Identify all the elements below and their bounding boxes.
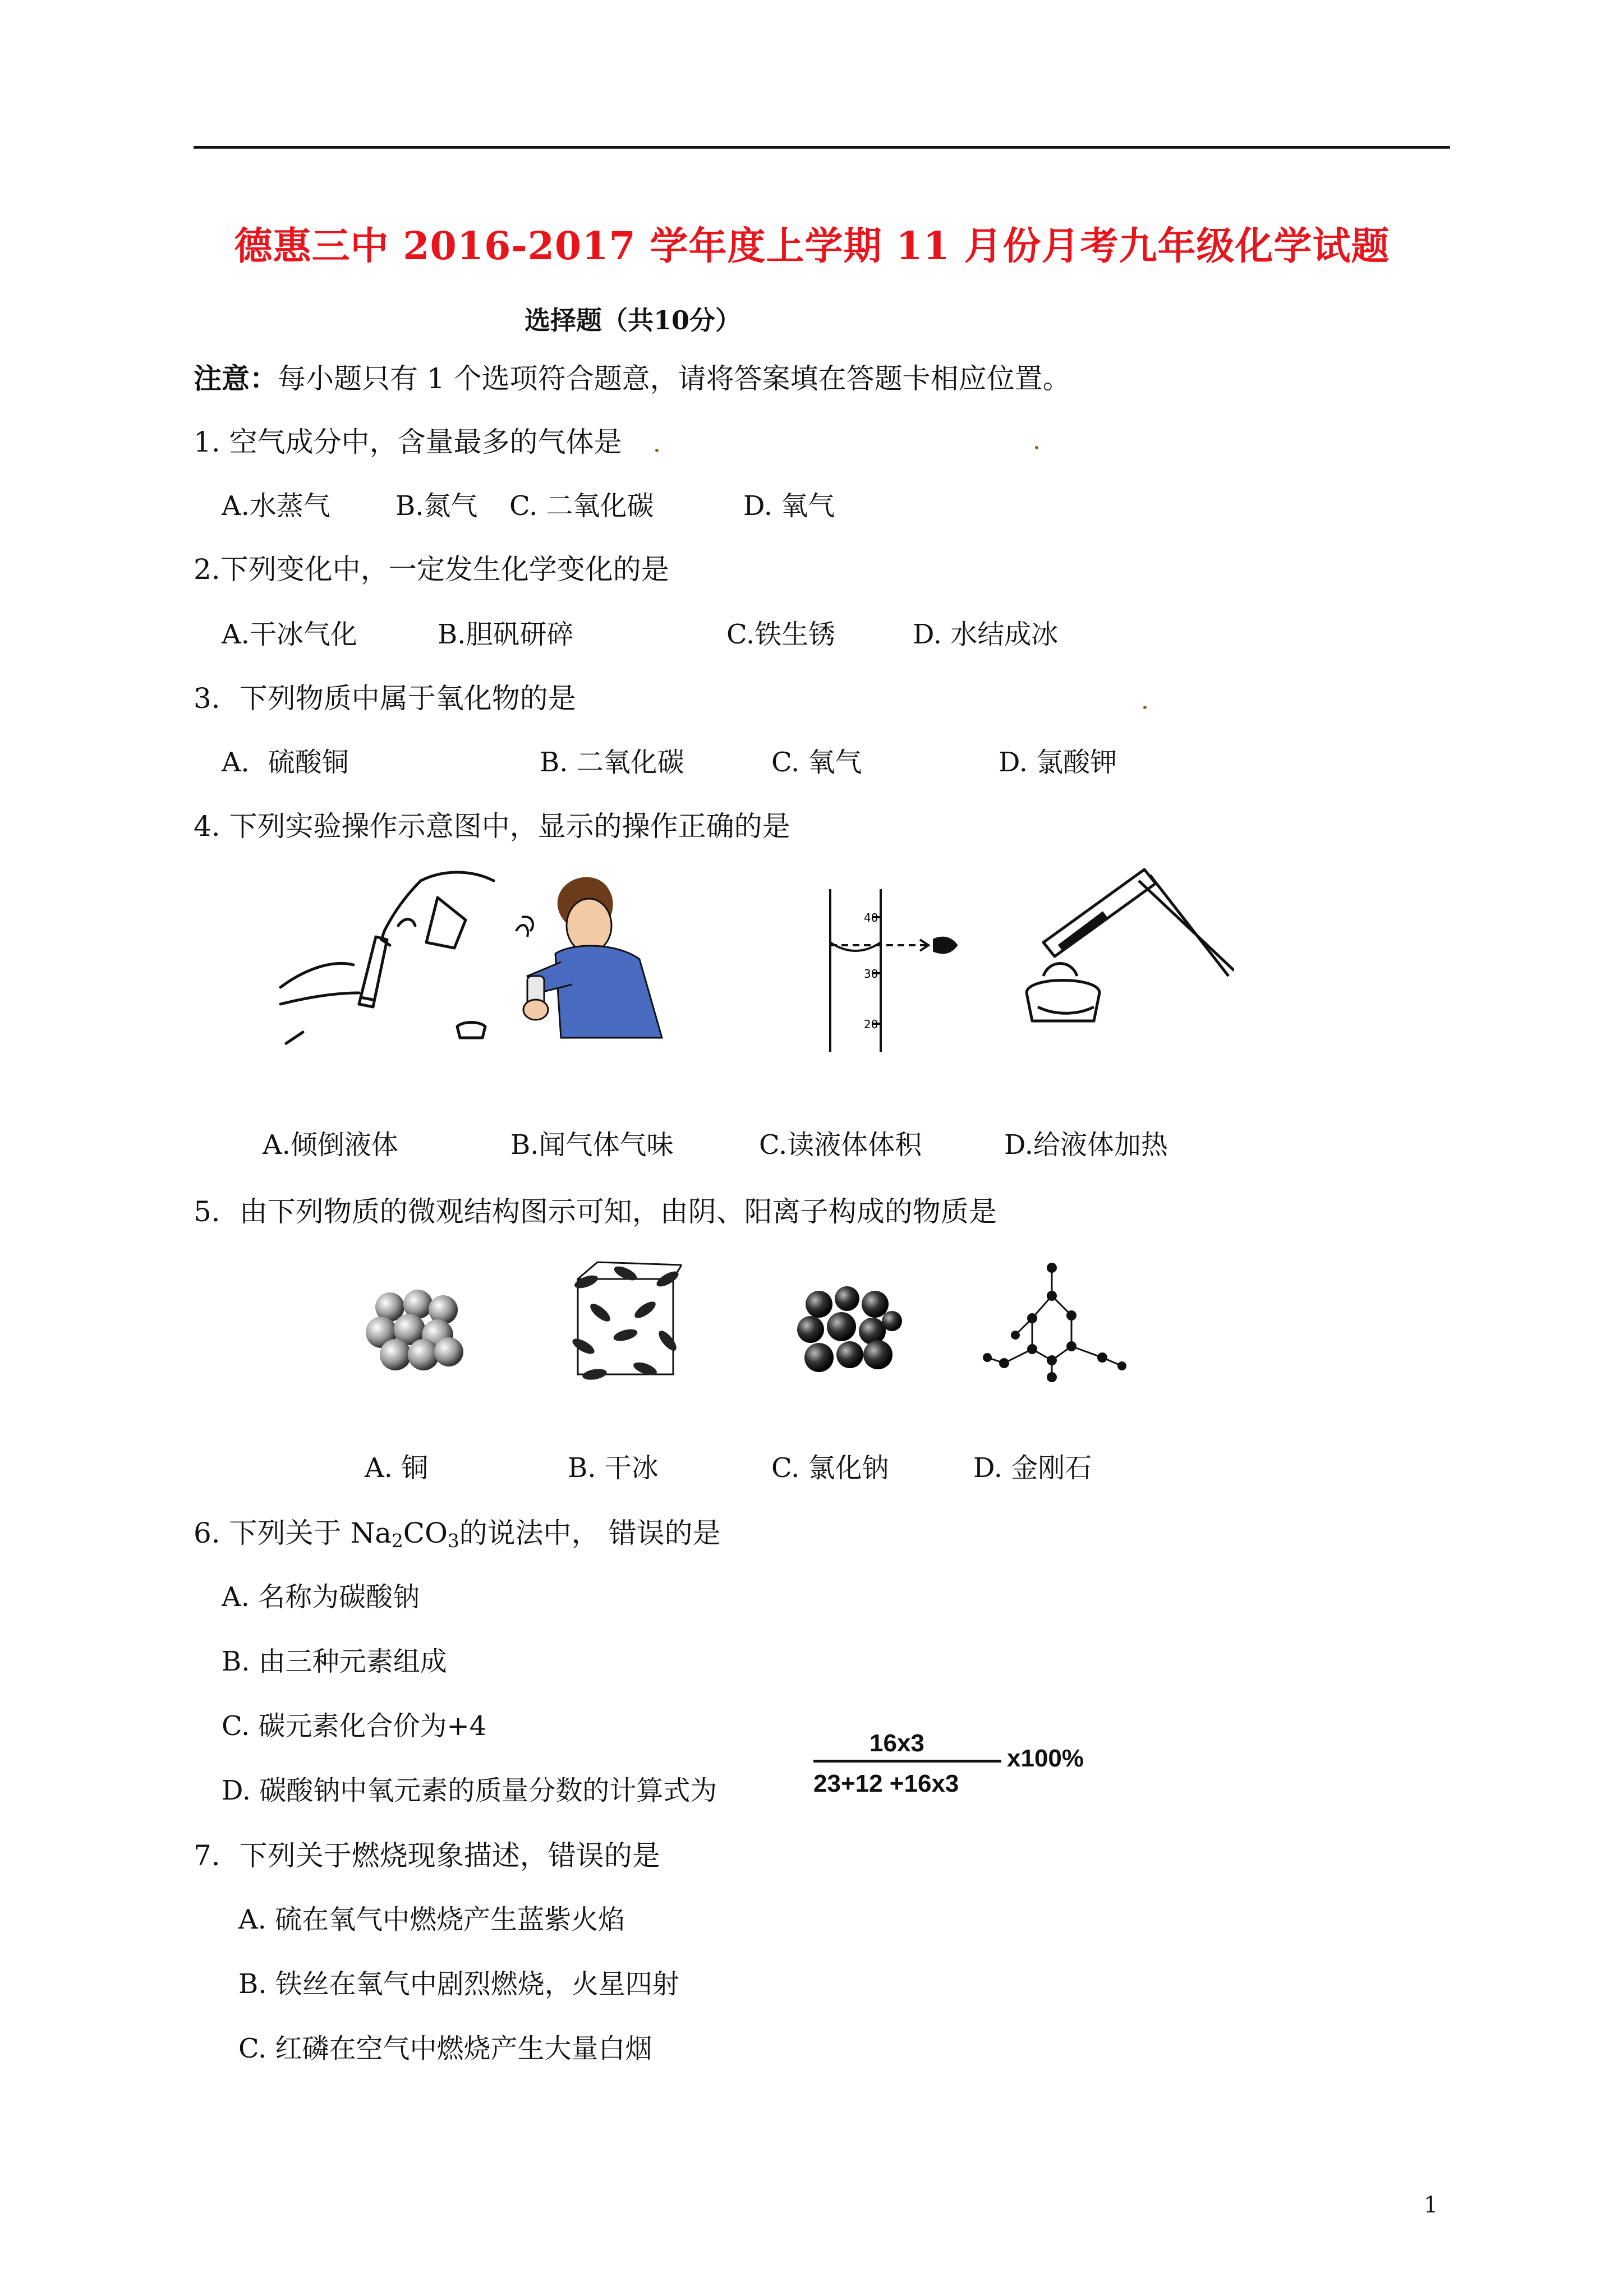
note-text: 每小题只有 1 个选项符合题意，请将答案填在答题卡相应位置。 (278, 362, 1071, 395)
cylinder-tick-20: 20 (864, 1018, 878, 1031)
note (194, 362, 1071, 395)
stray-mark (1143, 706, 1147, 709)
q4-option-a: A.倾倒液体 (263, 1129, 398, 1161)
question-6-stem (194, 1517, 721, 1552)
q6-stem-suffix: 的说法中， 错误的是 (459, 1517, 721, 1549)
q6-stem-sub1: 2 (392, 1530, 403, 1552)
q1-option-b: B.氮气 (395, 490, 478, 522)
smelling-gas-figure (505, 864, 673, 1049)
sodium-chloride-structure-figure (788, 1282, 906, 1383)
q4-option-d: D.给液体加热 (1004, 1129, 1168, 1161)
q3-option-a: A．硫酸铜 (222, 747, 349, 778)
question-5-stem: 5．由下列物质的微观结构图示可知，由阴、阳离子构成的物质是 (194, 1195, 997, 1228)
q5-option-d: D. 金刚石 (973, 1452, 1092, 1484)
q2-option-d: D. 水结成冰 (913, 619, 1059, 650)
question-2-stem: 2.下列变化中，一定发生化学变化的是 (194, 553, 669, 586)
stray-mark (1035, 446, 1038, 449)
cylinder-tick-40: 40 (864, 911, 878, 924)
q3-option-b: B. 二氧化碳 (540, 747, 684, 778)
q1-option-c: C. 二氧化碳 (509, 490, 654, 522)
q7-option-a: A. 硫在氧气中燃烧产生蓝紫火焰 (238, 1904, 625, 1935)
q2-option-c: C.铁生锈 (726, 619, 836, 650)
question-1-stem: 1. 空气成分中，含量最多的气体是 (194, 426, 622, 458)
q1-option-d: D. 氧气 (743, 490, 835, 522)
pouring-liquid-figure (269, 864, 505, 1049)
q6-stem-mid: CO (403, 1517, 448, 1549)
page-title: 德惠三中 2016-2017 学年度上学期 11 月份月考九年级化学试题 (234, 224, 1390, 269)
q6-stem-prefix: 6. 下列关于 Na (194, 1517, 392, 1549)
q2-option-a: A.干冰气化 (222, 619, 357, 650)
q6-stem-sub2: 3 (448, 1530, 459, 1552)
q5-option-c: C. 氯化钠 (771, 1452, 889, 1484)
formula-numerator: 16x3 (869, 1729, 924, 1757)
dry-ice-structure-figure (561, 1257, 690, 1386)
formula-suffix: x100% (1007, 1745, 1084, 1772)
stray-mark (655, 449, 659, 452)
heating-liquid-figure (1010, 864, 1234, 1049)
q5-option-a: A. 铜 (365, 1452, 429, 1484)
copper-structure-figure (359, 1285, 471, 1380)
q5-option-b: B. 干冰 (568, 1452, 659, 1484)
section-heading: 选择题（共10分） (525, 305, 742, 335)
question-3-stem: 3．下列物质中属于氧化物的是 (194, 682, 576, 715)
q6-option-b: B. 由三种元素组成 (222, 1646, 447, 1677)
q1-option-a: A.水蒸气 (222, 490, 330, 522)
q4-option-b: B.闻气体气味 (510, 1129, 674, 1161)
reading-cylinder-figure (808, 889, 976, 1057)
note-label: 注意： (194, 362, 278, 395)
q6-option-c: C. 碳元素化合价为+4 (222, 1710, 487, 1742)
q3-option-c: C. 氧气 (771, 747, 862, 778)
diamond-structure-figure (982, 1257, 1139, 1386)
q7-option-c: C. 红磷在空气中燃烧产生大量白烟 (238, 2033, 652, 2064)
q7-option-b: B. 铁丝在氧气中剧烈燃烧，火星四射 (238, 1968, 679, 2000)
q6-option-d: D. 碳酸钠中氧元素的质量分数的计算式为 (222, 1775, 717, 1806)
q2-option-b: B.胆矾研碎 (438, 619, 574, 650)
page-number: 1 (1424, 2192, 1438, 2218)
q4-option-c: C.读液体体积 (759, 1129, 922, 1161)
q6-option-a: A. 名称为碳酸钠 (222, 1581, 420, 1613)
cylinder-tick-30: 30 (864, 967, 878, 981)
question-4-stem: 4. 下列实验操作示意图中，显示的操作正确的是 (194, 810, 790, 843)
top-rule (194, 146, 1450, 149)
oxygen-mass-fraction-formula (813, 1725, 1004, 1798)
fraction-bar (813, 1760, 1001, 1763)
formula-denominator: 23+12 +16x3 (813, 1770, 959, 1797)
q3-option-d: D. 氯酸钾 (999, 747, 1117, 778)
question-7-stem: 7．下列关于燃烧现象描述，错误的是 (194, 1839, 660, 1872)
